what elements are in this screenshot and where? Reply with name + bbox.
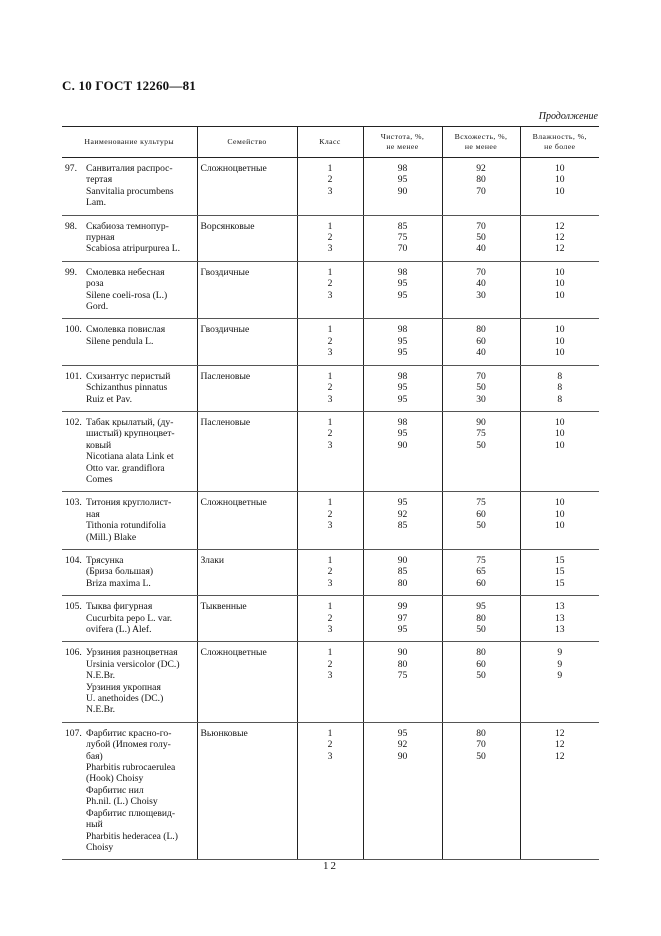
humidity-value: 10 xyxy=(554,278,565,290)
purity-cell xyxy=(363,215,442,261)
class-value: 3 xyxy=(327,289,333,301)
table-row xyxy=(62,365,599,411)
crop-name-line: (Hook) Choisy xyxy=(86,773,144,785)
table-header-row xyxy=(62,127,599,158)
crop-name-line: Lam. xyxy=(86,197,106,209)
crop-name-line: Choisy xyxy=(86,841,114,853)
crop-name-cell xyxy=(62,549,197,595)
crop-name-line: Смолевка небесная xyxy=(86,266,165,278)
humidity-value: 8 xyxy=(557,393,563,405)
germination-value: 60 xyxy=(476,577,486,589)
purity-value: 90 xyxy=(397,439,408,451)
page-header: С. 10 ГОСТ 12260—81 xyxy=(62,78,196,93)
class-value: 3 xyxy=(327,577,333,589)
table-row xyxy=(62,722,599,859)
crop-name-line: Санвиталия распрос- xyxy=(86,163,173,174)
class-cell xyxy=(297,261,363,319)
humidity-value: 10 xyxy=(554,266,565,278)
class-value: 1 xyxy=(327,554,333,566)
table-row xyxy=(62,158,599,216)
humidity-value: 9 xyxy=(557,670,563,682)
humidity-value: 13 xyxy=(554,601,565,613)
table-row xyxy=(62,261,599,319)
crop-name-line: ная xyxy=(86,508,100,520)
family-cell: Сложноцветные xyxy=(197,492,297,550)
class-value: 2 xyxy=(327,612,333,624)
germination-cell xyxy=(442,722,520,859)
purity-cell xyxy=(363,365,442,411)
crop-name-line: Nicotiana alata Link et xyxy=(86,451,174,463)
row-number: 105. xyxy=(65,601,82,613)
germination-value: 50 xyxy=(476,520,486,532)
crop-name-cell xyxy=(62,642,197,722)
table-row xyxy=(62,596,599,642)
purity-cell xyxy=(363,596,442,642)
row-number: 101. xyxy=(65,370,82,382)
crop-name-cell xyxy=(62,722,197,859)
class-value: 1 xyxy=(327,601,333,613)
crop-name-line: Sanvitalia procumbens xyxy=(86,185,174,197)
humidity-cell xyxy=(520,492,599,550)
humidity-cell xyxy=(520,642,599,722)
row-number: 104. xyxy=(65,554,82,566)
germination-value: 80 xyxy=(476,727,486,739)
crop-name-line: Скабиоза темнопур- xyxy=(86,220,169,232)
germination-value: 40 xyxy=(476,278,486,290)
crop-name-cell xyxy=(62,365,197,411)
crop-name-line: Tithonia rotundifolia xyxy=(86,520,166,532)
crop-name-line: роза xyxy=(86,278,104,290)
humidity-value: 13 xyxy=(554,624,565,635)
class-cell xyxy=(297,365,363,411)
family-cell: Вьюнковые xyxy=(197,722,297,859)
humidity-value: 15 xyxy=(554,554,565,566)
germination-value: 70 xyxy=(476,220,486,232)
crop-name-line: Gord. xyxy=(86,301,109,313)
class-cell xyxy=(297,215,363,261)
humidity-value: 15 xyxy=(554,577,565,589)
humidity-cell xyxy=(520,549,599,595)
purity-cell xyxy=(363,158,442,216)
family-cell: Тыквенные xyxy=(197,596,297,642)
purity-value: 90 xyxy=(397,554,408,566)
crop-name-cell xyxy=(62,158,197,216)
crop-name-line: тертая xyxy=(86,174,113,186)
class-cell xyxy=(297,411,363,491)
germination-cell xyxy=(442,411,520,491)
crop-name-cell xyxy=(62,596,197,642)
germination-value: 60 xyxy=(476,658,486,670)
germination-value: 50 xyxy=(476,439,486,451)
humidity-cell xyxy=(520,215,599,261)
class-value: 3 xyxy=(327,347,333,359)
germination-value: 30 xyxy=(476,289,486,301)
column-header-family: Семейство xyxy=(197,127,297,158)
purity-value: 95 xyxy=(397,382,408,394)
humidity-cell xyxy=(520,158,599,216)
column-header-humidity: Влажность, %, не более xyxy=(520,127,599,158)
crop-name-cell xyxy=(62,261,197,319)
germination-value: 80 xyxy=(476,612,486,624)
crop-name-line: Ursinia versicolor (DC.) xyxy=(86,658,180,670)
crop-name-cell xyxy=(62,319,197,365)
crop-name-line: бая) xyxy=(86,750,103,762)
humidity-value: 10 xyxy=(554,508,565,520)
class-value: 3 xyxy=(327,393,333,405)
humidity-value: 12 xyxy=(554,750,565,762)
class-value: 2 xyxy=(327,382,333,394)
germination-value: 40 xyxy=(476,243,486,255)
germination-cell xyxy=(442,215,520,261)
seed-standards-table xyxy=(62,126,599,860)
humidity-value: 12 xyxy=(554,220,565,232)
humidity-value: 10 xyxy=(554,174,565,186)
germination-cell xyxy=(442,261,520,319)
humidity-value: 10 xyxy=(554,497,565,509)
crop-name-line: лубой (Ипомея голу- xyxy=(86,739,171,751)
row-number: 99. xyxy=(65,266,77,278)
crop-name-line: Comes xyxy=(86,473,113,485)
family-cell: Ворсянковые xyxy=(197,215,297,261)
column-header-germination: Всхожесть, %, не менее xyxy=(442,127,520,158)
class-cell xyxy=(297,319,363,365)
purity-value: 80 xyxy=(397,577,408,589)
purity-value: 95 xyxy=(397,428,408,440)
purity-value: 95 xyxy=(397,347,408,359)
row-number: 107. xyxy=(65,727,82,739)
germination-value: 75 xyxy=(476,554,486,566)
table-row xyxy=(62,215,599,261)
humidity-value: 15 xyxy=(554,566,565,578)
germination-cell xyxy=(442,642,520,722)
crop-name-cell xyxy=(62,492,197,550)
germination-value: 60 xyxy=(476,335,486,347)
family-cell: Злаки xyxy=(197,549,297,595)
humidity-value: 10 xyxy=(554,416,565,428)
germination-value: 80 xyxy=(476,324,486,336)
germination-value: 75 xyxy=(476,497,486,509)
germination-value: 60 xyxy=(476,508,486,520)
germination-cell xyxy=(442,319,520,365)
crop-name-line: шистый) крупноцвет- xyxy=(86,428,175,440)
germination-value: 75 xyxy=(476,428,486,440)
family-cell: Гвоздичные xyxy=(197,319,297,365)
humidity-value: 12 xyxy=(554,243,565,255)
germination-value: 70 xyxy=(476,185,486,197)
class-value: 3 xyxy=(327,750,333,762)
family-cell: Сложноцветные xyxy=(197,158,297,216)
class-value: 1 xyxy=(327,497,333,509)
humidity-value: 10 xyxy=(554,163,565,174)
family-cell: Гвоздичные xyxy=(197,261,297,319)
humidity-value: 10 xyxy=(554,439,565,451)
crop-name-line: пурная xyxy=(86,232,115,244)
humidity-cell xyxy=(520,596,599,642)
class-cell xyxy=(297,158,363,216)
class-value: 1 xyxy=(327,220,333,232)
class-cell xyxy=(297,492,363,550)
class-value: 3 xyxy=(327,185,333,197)
humidity-value: 10 xyxy=(554,347,565,359)
class-value: 1 xyxy=(327,163,333,174)
class-value: 2 xyxy=(327,278,333,290)
class-cell xyxy=(297,596,363,642)
class-value: 3 xyxy=(327,439,333,451)
class-value: 1 xyxy=(327,324,333,336)
table-row xyxy=(62,411,599,491)
table-row xyxy=(62,549,599,595)
germination-value: 80 xyxy=(476,174,486,186)
crop-name-line: N.E.Br. xyxy=(86,670,116,682)
purity-value: 90 xyxy=(397,750,408,762)
purity-value: 95 xyxy=(397,624,408,635)
row-number: 102. xyxy=(65,416,82,428)
class-value: 3 xyxy=(327,520,333,532)
humidity-value: 10 xyxy=(554,335,565,347)
humidity-value: 8 xyxy=(557,370,563,382)
humidity-value: 12 xyxy=(554,739,565,751)
purity-value: 75 xyxy=(397,670,408,682)
germination-value: 70 xyxy=(476,370,486,382)
purity-value: 95 xyxy=(397,174,408,186)
germination-cell xyxy=(442,492,520,550)
row-number: 106. xyxy=(65,647,82,659)
crop-name-line: Фарбитис плющевид- xyxy=(86,807,176,819)
class-value: 2 xyxy=(327,428,333,440)
class-value: 2 xyxy=(327,739,333,751)
class-value: 3 xyxy=(327,243,333,255)
crop-name-line: Ph.nil. (L.) Choisy xyxy=(86,796,158,808)
crop-name-line: ovifera (L.) Alef. xyxy=(86,624,152,635)
family-cell: Пасленовые xyxy=(197,411,297,491)
purity-value: 90 xyxy=(397,185,408,197)
purity-value: 80 xyxy=(397,658,408,670)
purity-cell xyxy=(363,722,442,859)
crop-name-line: Pharbitis hederacea (L.) xyxy=(86,830,178,842)
crop-name-line: (Mill.) Blake xyxy=(86,531,137,543)
purity-value: 95 xyxy=(397,497,408,509)
continuation-label: Продолжение xyxy=(538,111,598,122)
purity-value: 92 xyxy=(397,739,408,751)
purity-value: 85 xyxy=(397,220,408,232)
germination-value: 65 xyxy=(476,566,486,578)
purity-value: 98 xyxy=(397,370,408,382)
purity-value: 85 xyxy=(397,566,408,578)
humidity-cell xyxy=(520,722,599,859)
purity-value: 75 xyxy=(397,232,408,244)
class-value: 1 xyxy=(327,727,333,739)
germination-value: 50 xyxy=(476,750,486,762)
purity-value: 90 xyxy=(397,647,408,659)
crop-name-line: Смолевка повислая xyxy=(86,324,166,336)
purity-cell xyxy=(363,261,442,319)
purity-cell xyxy=(363,411,442,491)
class-value: 1 xyxy=(327,416,333,428)
purity-value: 92 xyxy=(397,508,408,520)
class-value: 1 xyxy=(327,647,333,659)
crop-name-line: ковый xyxy=(86,439,112,451)
row-number: 98. xyxy=(65,220,77,232)
crop-name-line: Табак крылатый, (ду- xyxy=(86,416,174,428)
class-value: 3 xyxy=(327,624,333,635)
purity-value: 98 xyxy=(397,163,408,174)
crop-name-line: Cucurbita pepo L. var. xyxy=(86,612,173,624)
humidity-value: 12 xyxy=(554,232,565,244)
crop-name-line: Otto var. grandiflora xyxy=(86,462,165,474)
humidity-value: 10 xyxy=(554,185,565,197)
purity-value: 95 xyxy=(397,335,408,347)
class-cell xyxy=(297,722,363,859)
crop-name-line: Silene coeli-rosa (L.) xyxy=(86,289,168,301)
purity-cell xyxy=(363,549,442,595)
family-cell: Сложноцветные xyxy=(197,642,297,722)
humidity-value: 10 xyxy=(554,428,565,440)
crop-name-line: Трясунка xyxy=(86,554,124,566)
class-cell xyxy=(297,642,363,722)
table-row xyxy=(62,492,599,550)
crop-name-line: Silene pendula L. xyxy=(86,335,154,347)
class-value: 2 xyxy=(327,658,333,670)
crop-name-line: Схизантус перистый xyxy=(86,370,171,382)
purity-value: 95 xyxy=(397,727,408,739)
crop-name-line: Pharbitis rubrocaerulea xyxy=(86,762,176,774)
family-cell: Пасленовые xyxy=(197,365,297,411)
germination-cell xyxy=(442,549,520,595)
germination-value: 50 xyxy=(476,670,486,682)
crop-name-line: Титония круглолист- xyxy=(86,497,172,509)
class-value: 3 xyxy=(327,670,333,682)
purity-value: 85 xyxy=(397,520,408,532)
humidity-cell xyxy=(520,261,599,319)
germination-value: 92 xyxy=(476,163,486,174)
humidity-value: 10 xyxy=(554,289,565,301)
class-value: 2 xyxy=(327,174,333,186)
purity-value: 98 xyxy=(397,324,408,336)
crop-name-line: Урзиния укропная xyxy=(86,681,161,693)
crop-name-line: N.E.Br. xyxy=(86,704,116,716)
crop-name-line: Фарбитис нил xyxy=(86,784,144,796)
germination-value: 30 xyxy=(476,393,486,405)
germination-value: 90 xyxy=(476,416,486,428)
humidity-value: 12 xyxy=(554,727,565,739)
column-header-crop: Наименование культуры xyxy=(62,127,197,158)
purity-value: 98 xyxy=(397,416,408,428)
germination-cell xyxy=(442,596,520,642)
class-value: 1 xyxy=(327,370,333,382)
humidity-value: 9 xyxy=(557,647,563,659)
germination-value: 50 xyxy=(476,382,486,394)
class-value: 2 xyxy=(327,566,333,578)
crop-name-line: ный xyxy=(86,819,103,831)
purity-value: 95 xyxy=(397,278,408,290)
purity-value: 97 xyxy=(397,612,408,624)
germination-cell xyxy=(442,365,520,411)
humidity-value: 9 xyxy=(557,658,563,670)
germination-value: 50 xyxy=(476,232,486,244)
crop-name-line: (Бриза большая) xyxy=(86,566,154,578)
germination-cell xyxy=(442,158,520,216)
germination-value: 95 xyxy=(476,601,486,613)
crop-name-cell xyxy=(62,411,197,491)
crop-name-line: Фарбитис красно-го- xyxy=(86,727,172,739)
crop-name-line: U. anethoides (DC.) xyxy=(86,693,164,705)
purity-value: 95 xyxy=(397,393,408,405)
germination-value: 80 xyxy=(476,647,486,659)
page-number: 12 xyxy=(323,860,338,872)
crop-name-line: Scabiosa atripurpurea L. xyxy=(86,243,181,255)
humidity-cell xyxy=(520,319,599,365)
germination-value: 70 xyxy=(476,739,486,751)
humidity-cell xyxy=(520,411,599,491)
crop-name-line: Ruiz et Pav. xyxy=(86,393,133,405)
crop-name-line: Briza maxima L. xyxy=(86,577,151,589)
purity-cell xyxy=(363,319,442,365)
humidity-cell xyxy=(520,365,599,411)
germination-value: 40 xyxy=(476,347,486,359)
crop-name-line: Урзиния разноцветная xyxy=(86,647,178,659)
germination-value: 70 xyxy=(476,266,486,278)
purity-value: 95 xyxy=(397,289,408,301)
row-number: 103. xyxy=(65,497,82,509)
class-cell xyxy=(297,549,363,595)
row-number: 100. xyxy=(65,324,82,336)
class-value: 2 xyxy=(327,232,333,244)
purity-cell xyxy=(363,492,442,550)
purity-value: 99 xyxy=(397,601,408,613)
purity-cell xyxy=(363,642,442,722)
humidity-value: 13 xyxy=(554,612,565,624)
class-value: 2 xyxy=(327,335,333,347)
crop-name-line: Тыква фигурная xyxy=(86,601,153,613)
crop-name-cell xyxy=(62,215,197,261)
humidity-value: 8 xyxy=(557,382,563,394)
row-number: 97. xyxy=(65,163,77,174)
class-value: 2 xyxy=(327,508,333,520)
column-header-class: Класс xyxy=(297,127,363,158)
purity-value: 98 xyxy=(397,266,408,278)
humidity-value: 10 xyxy=(554,520,565,532)
purity-value: 70 xyxy=(397,243,408,255)
crop-name-line: Schizanthus pinnatus xyxy=(86,382,168,394)
column-header-purity: Чистота, %, не менее xyxy=(363,127,442,158)
class-value: 1 xyxy=(327,266,333,278)
table-row xyxy=(62,642,599,722)
table-row xyxy=(62,319,599,365)
humidity-value: 10 xyxy=(554,324,565,336)
germination-value: 50 xyxy=(476,624,486,635)
